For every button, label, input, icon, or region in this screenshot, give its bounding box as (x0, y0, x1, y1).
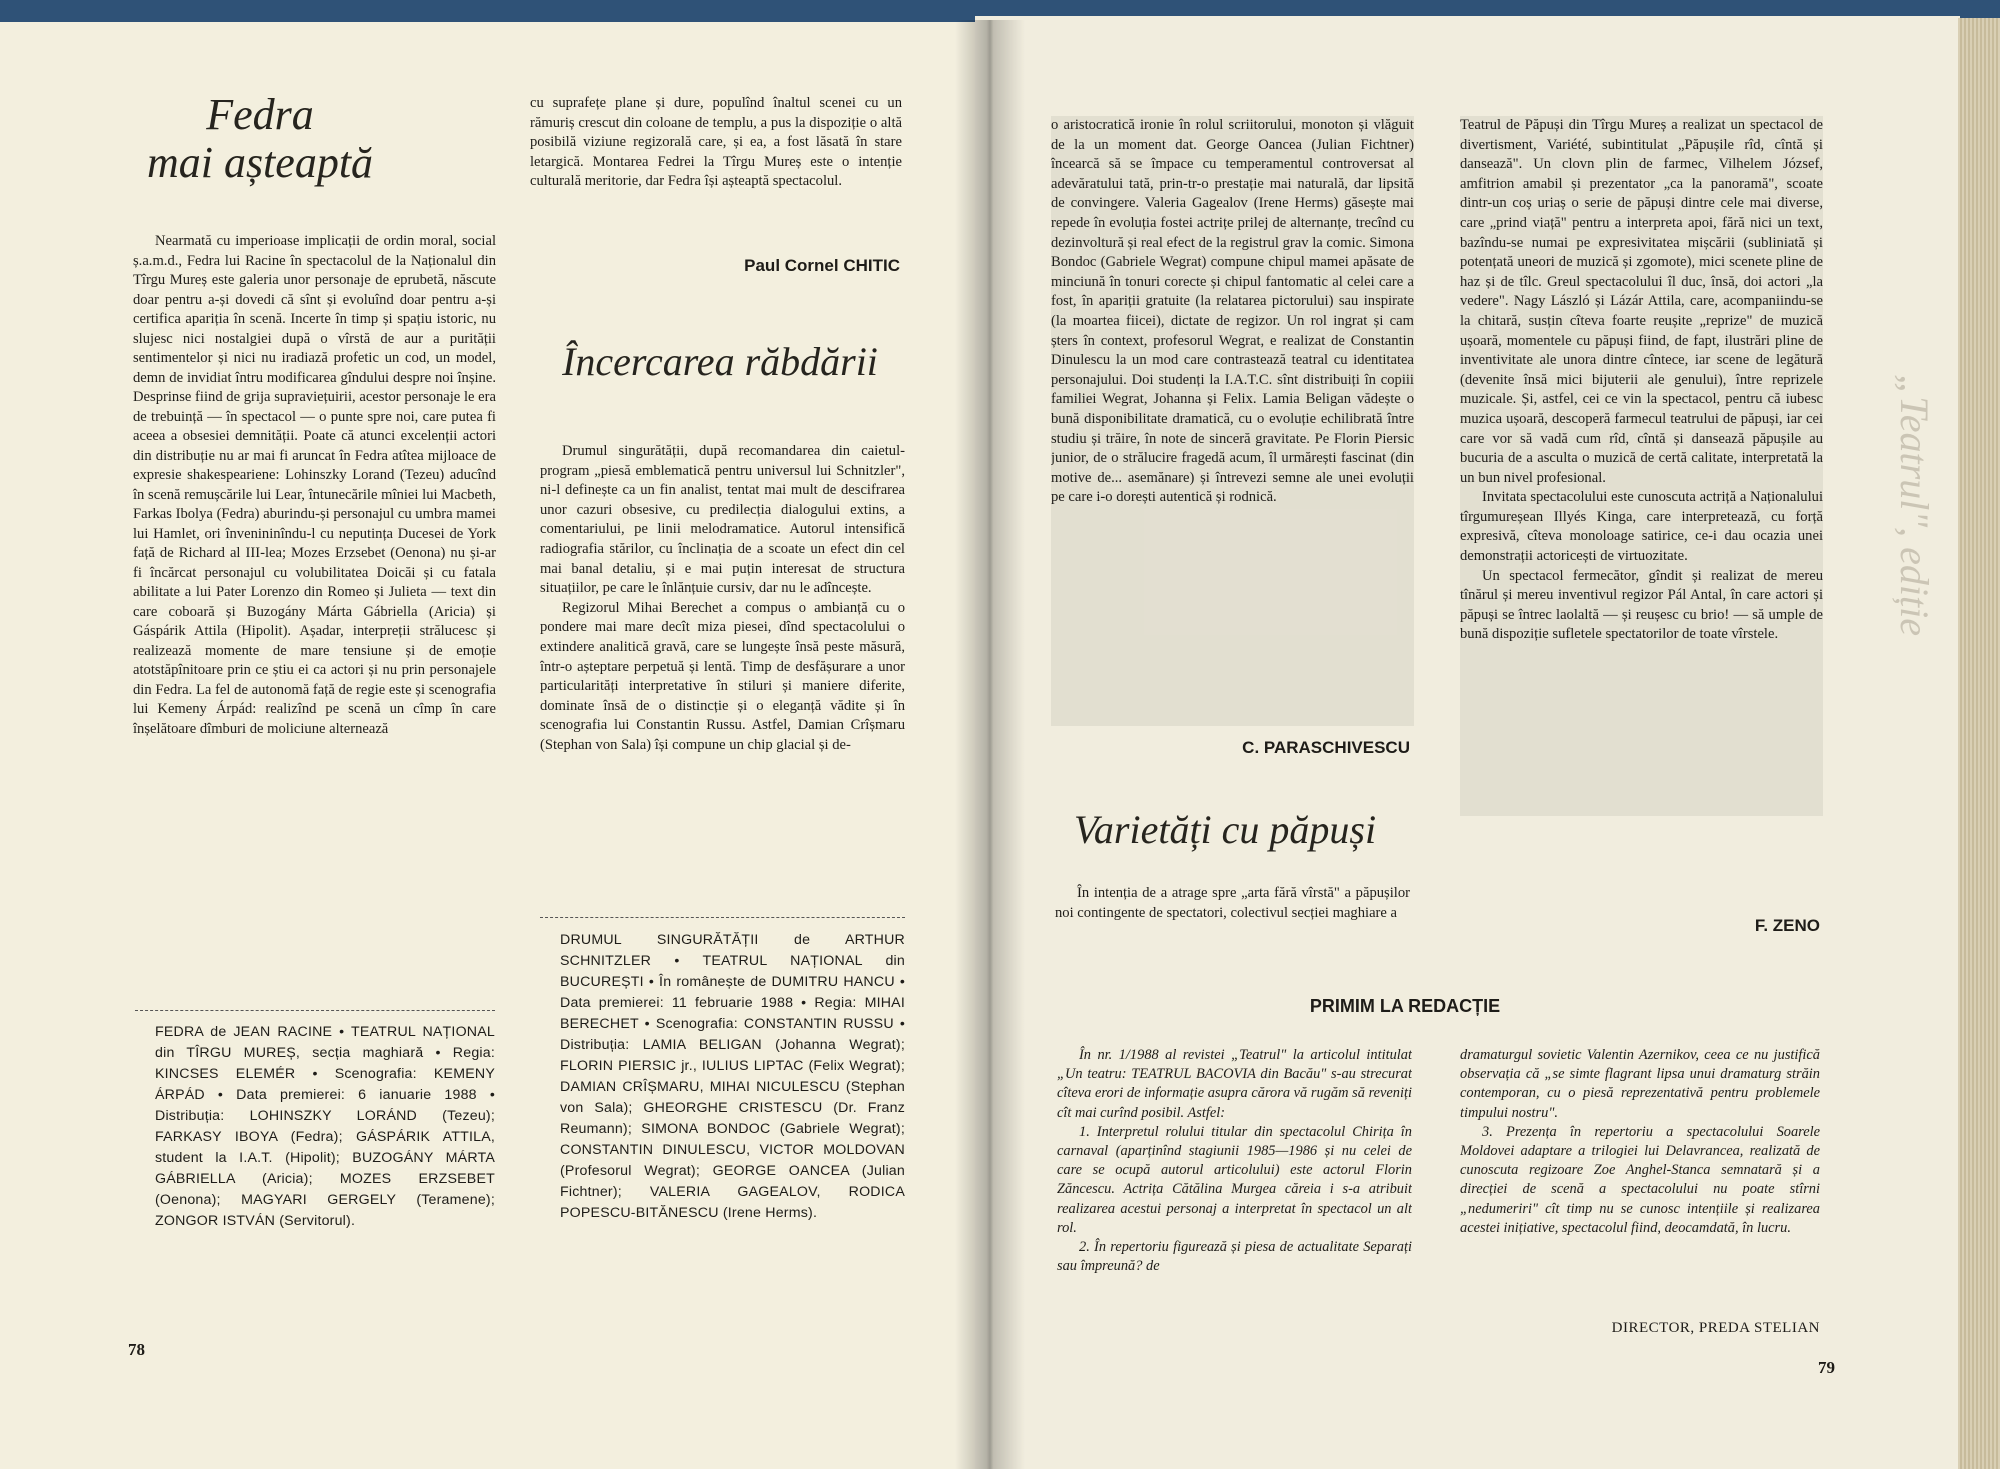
rabdarii-cont-paragraph: o aristocratică ironie în rolul scriitorului, monoton și vlăguit de la un moment dat. George Oancea (Julian Fichtner) încearcă să se împace cu temperamentul controversat al adevăratului tată, prin-tr-o prestație mai naturală, dar lipsită de convingere. Valeria Gagealov (Irene Herms) găsește mai repede în evoluția fostei actrițe prilej de alternanțe, trecînd cu dezinvoltură și real efect de la registrul grav la comic. Simona Bondoc (Gabriele Wegrat) compune chipul mamei apăsate de minciună în tonuri corecte și chipul fantomatic al celei care a fost, în apariții gratuite (la relatarea pictorului) sau inspirate (la moartea fiicei), dictate de regizor. Un rol ingrat și cam șters în context, profesorul Wegrat, e realizat de Constantin Dinulescu la un mod care contrastează teatral cu identitatea personajului. Doi studenți la I.A.T.C. sînt distribuiți în copiii familiei Wegrat, Johanna și Felix. Lamia Beligan vădește o bună disponibilitate dramatică, cu o evoluție echilibrată între studiu și trăire, în note de sinceră gravitate. Pe Florin Piersic junior, de o strălucire fragedă acum, îl urmărești fascinat (din motive de... asemănare) și întrevezi semne ale unei evoluții pe care i-o dorești autentică și rodnică. (1051, 117, 1414, 506)
redactie-p2: 1. Interpretul rolului titular din spectacolul Chirița în carnaval (aparținînd stagiunii 1985—1986 și nu celei de care se ocupă autorul articolului) este actorul Florin Zăncescu. Actrița Cătălina Murgea căreia i s-a atribuit realizarea acestui personaj a interpretat în spectacol un alt rol. (1057, 1123, 1412, 1236)
left-page (0, 22, 980, 1469)
page-number-right: 79 (1818, 1358, 1835, 1377)
fedra-body-cont (530, 94, 902, 254)
title-line-1: Fedra (206, 90, 314, 139)
redactie-p5: 3. Prezența în repertoriu a spectacolului Soarele Moldovei adaptare a trilogiei lui Delavrancea, realizată de cunoscuta regizoare Zoe Anghel-Stanca semnatară și a direcției de scenă a spectacolului nu poate stîrni „nedumeriri" cît timp nu se cunosc intențiile și realizarea acestei inițiative, spectacolul fiind, deocamdată, în lucru. (1460, 1123, 1820, 1236)
fedra-body (133, 232, 496, 1002)
redactie-p1: În nr. 1/1988 al revistei „Teatrul" la articolul intitulat „Un teatru: TEATRUL BACOVIA din Bacău" s-au strecurat cîteva erori de informație asupra cărora vă rugăm să reveniți cît mai curînd posibil. Astfel: (1057, 1047, 1412, 1121)
divider-rabdarii (540, 917, 905, 918)
rabdarii-body-cont (1051, 116, 1414, 726)
papusi-body (1460, 116, 1823, 816)
papusi-paragraph-3: Un spectacol fermecător, gîndit și realizat de mereu tînărul și mereu inventivul regizor Pál Antal, în care actori și păpuși se întrec laolaltă — și reușesc cu brio! — să umple de bună dispoziție sufletele spectatorilor de toate vîrstele. (1460, 567, 1823, 643)
fedra-credits (155, 1022, 495, 1352)
redactie-heading: PRIMIM LA REDACȚIE (1309, 996, 1501, 1016)
fedra-paragraph: Nearmată cu imperioase implicații de ordin moral, social ș.a.m.d., Fedra lui Racine în spectacolul de la Naționalul din Tîrgu Mureș este galeria unor personaje de eprubetă, născute doar pentru a-și dovedi că sînt și evoluînd doar pentru a-și certifica apariția în scenă. Incerte în timp și spațiu istoric, nu slujesc nici nostalgiei după o vîrstă de aur a purității sentimentelor și nici nu iradiază profetic un cod, un model, demn de invidiat întru modificarea gîndului despre noi înșine. Desprinse fiind de grija supraviețuirii, acestor personaje le era de trebuință — în spectacol — o punte spre noi, care putea fi aceea a obsesiei demnității. Poate că atunci excelenții actori din distribuție nu ar mai fi aruncat în Fedra atîtea mijloace de expresie shakespeariene: Lohinszky Lorand (Tezeu) aducînd în scenă remușcările lui Lear, întunecările mîniei lui Macbeth, Farkas Ibolya (Fedra) aburindu-și personajul cu umbra mamei lui Hamlet, ori învenininîndu-l cu neputința Ducesei de York față de Richard al III-lea; Mozes Erzsebet (Oenona) nu și-ar fi încărcat personajul cu volubilitatea Doicăi și cu fatala abilitate a lui Pater Lorenzo din Romeo și Julieta — text din care coboară și Buzogány Márta Gábriella (Aricia) și Gáspárik Attila (Hipolit). Așadar, interpreții strălucesc și realizează momente de mare tensiune și de emoție atotstăpînitoare prin ce știu ei ca actori și nu prin personajele din Fedra. La fel de autonomă față de regie este și scenografia lui Kemeny Árpád: realizînd pe scenă un cîmp în care înșelătoare dîmburi de moliciune alternează (133, 233, 496, 737)
papusi-title: Varietăți cu păpuși (1073, 807, 1377, 852)
papusi-body-start (1055, 884, 1410, 944)
page-edges (1958, 18, 2000, 1469)
fedra-author: Paul Cornel CHITIC (744, 256, 900, 275)
papusi-paragraph-start: În intenția de a atrage spre „arta fără vîrstă" a păpușilor noi contingente de spectatori, colectivul secției maghiare a (1055, 885, 1410, 921)
redactie-col-1 (1057, 1046, 1412, 1356)
page-number-left: 78 (128, 1340, 145, 1359)
title-line-2: mai așteaptă (146, 138, 374, 187)
article-fedra-title (140, 92, 380, 188)
papusi-paragraph-2: Invitata spectacolului este cunoscuta actriță a Naționalului tîrgumureșean Illyés Kinga, care interpretează, cu forță expresivă, cîteva monoloage satirice, ce-i dau ocazia unei demonstrații actoricești de virtuozitate. (1460, 489, 1823, 565)
redactie-p4: dramaturgul sovietic Valentin Azernikov, ceea ce nu justifică observația că „se simte flagrant lipsa unui dramaturg străin contemporan, cu o piesă reprezentativă pentru problemele timpului nostru". (1460, 1047, 1820, 1121)
right-page (975, 16, 1960, 1469)
spine-text: „Teatrul", ediție (1892, 373, 1937, 636)
redactie-signature: DIRECTOR, PREDA STELIAN (1611, 1320, 1820, 1336)
rabdarii-paragraph-1: Drumul singurătății, după recomandarea din caietul-program „piesă emblematică pentru universul lui Schnitzler", ni-l definește ca un fin analist, tentat mai mult de descifrarea unor cazuri obsesive, cu predilecția dialogului extins, a comentariului, pe linii melodramatice. Autorul intensifică radiografia stărilor, cu înclinația de a scoate un efect din cel mai banal detaliu, și e mai puțin interesat de structura situațiilor, pe care le înlănțuie cursiv, dar nu le adîncește. (540, 443, 905, 597)
rabdarii-body (540, 442, 905, 912)
redactie-col-2 (1460, 1046, 1820, 1316)
divider-fedra (135, 1010, 495, 1011)
rabdarii-credits (560, 930, 905, 1320)
rabdarii-paragraph-2: Regizorul Mihai Berechet a compus o ambianță cu o pondere mai mare decît miza piesei, dînd spectacolului o extindere analitică gravă, care se lungește însă peste măsură, într-o așteptare perpetuă și lentă. Timp de desfășurare a unor particularități interpretative în stiluri și maniere diferite, dominate însă de o distincție și o eleganță vădite și în scenografia lui Constantin Russu. Astfel, Damian Crîșmaru (Stephan von Sala) își compune un chip glacial și de- (540, 599, 905, 753)
redactie-p3: 2. În repertoriu figurează și piesa de actualitate Separați sau împreună? de (1057, 1239, 1412, 1275)
papusi-paragraph-1: Teatrul de Păpuși din Tîrgu Mureș a realizat un spectacol de divertisment, Variété, subintitulat „Păpușile rîd, cîntă și dansează". Un clovn plin de farmec, Vilhelem József, amfitrion amabil și prezentator „ca la panoramă", scoate dintr-un coș uriaș o serie de păpuși dintre cele mai diverse, care „prind viață" pentru a interpreta apoi, fără nici un text, bazîndu-se numai pe expresivitatea mișcării (subliniată și potențată uneori de muzică și zgomote), mici scenete pline de haz și de tîlc. Greul spectacolului îl duc, însă, doi actori „la vedere". Nagy László și Lázár Attila, care, acompaniindu-se la chitară, susțin cîteva foarte reușite „reprize" de muzică ușoară, momentele cu păpuși fiind, de fapt, ilustrări pline de inventivitate ale unora dintre cîntece, iar scene de legătură (devenite însă mici bijuterii ale genului), între reprizele muzicale. Și, astfel, cei ce vin la spectacol, pentru că iubesc muzica ușoară, descoperă farmecul teatrului de păpuși, iar cei care vor să vadă cum rîd, cîntă și dansează păpușile au bucuria de a asculta o muzică de certă calitate, interpretată la un bun nivel profesional. (1460, 117, 1823, 486)
fedra-credits-text: FEDRA de JEAN RACINE • TEATRUL NAȚIONAL din TÎRGU MUREȘ, secția maghiară • Regia: KINCSES ELEMÉR • Scenografia: KEMENY ÁRPÁD • Data premierei: 6 ianuarie 1988 • Distribuția: LOHINSZKY LORÁND (Tezeu); FARKASY IBOYA (Fedra); GÁSPÁRIK ATTILA, student la I.A.T. (Hipolit); BUZOGÁNY MÁRTA GÁBRIELLA (Aricia); MOZES ERZSEBET (Oenona); MAGYARI GERGELY (Teramene); ZONGOR ISTVÁN (Servitorul). (155, 1024, 495, 1229)
rabdarii-credits-text: DRUMUL SINGURĂTĂȚII de ARTHUR SCHNITZLER • TEATRUL NAȚIONAL din BUCUREȘTI • În românește de DUMITRU HANCU • Data premierei: 11 februarie 1988 • Regia: MIHAI BERECHET • Scenografia: CONSTANTIN RUSSU • Distribuția: LAMIA BELIGAN (Johanna Wegrat); FLORIN PIERSIC jr., IULIUS LIPTAC (Felix Wegrat); DAMIAN CRÎȘMARU, MIHAI NICULESCU (Stephan von Sala); GHEORGHE CRISTESCU (Dr. Franz Reumann); SIMONA BONDOC (Gabriele Wegrat); CONSTANTIN DINULESCU, VICTOR MOLDOVAN (Profesorul Wegrat); GEORGE OANCEA (Julian Fichtner); VALERIA GAGEALOV, RODICA POPESCU-BITĂNESCU (Irene Herms). (560, 932, 905, 1221)
rabdarii-title: Încercarea răbdării (562, 339, 878, 384)
papusi-author: F. ZENO (1754, 916, 1820, 935)
book-spine (955, 20, 1025, 1469)
rabdarii-author: C. PARASCHIVESCU (1242, 738, 1410, 757)
fedra-paragraph-cont: cu suprafețe plane și dure, populînd înaltul scenei cu un rămuriș crescut din coloane de templu, a pus la dispoziție o altă posibilă viziune regizorală care, și ea, a fost lăsată în stare letargică. Montarea Fedrei la Tîrgu Mureș este o intenție culturală meritorie, dar Fedra își așteaptă spectacolul. (530, 95, 902, 190)
